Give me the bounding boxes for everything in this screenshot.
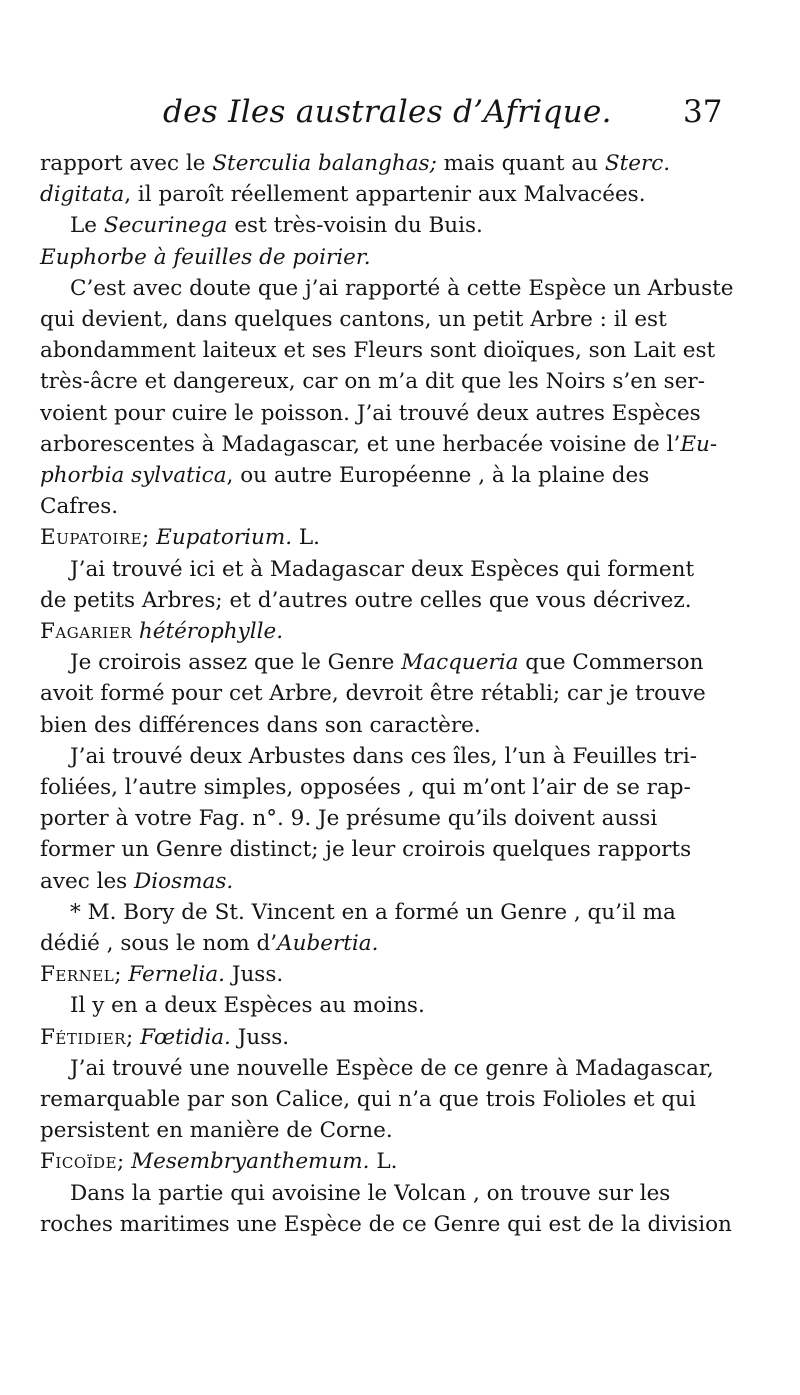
running-head: des Iles australes d’Afrique. — [163, 94, 612, 130]
text-line — [40, 866, 233, 897]
text-line: C’est avec doute que j’ai rapporté à cette Espèce un Arbuste — [70, 275, 734, 301]
text-line — [70, 210, 483, 241]
text-line: foliées, l’autre simples, opposées , qui m’ont l’air de se rap- — [40, 775, 691, 800]
text-line — [40, 179, 646, 210]
text-line — [40, 148, 670, 179]
author-abbrev: L. — [292, 525, 321, 551]
taxon-name: Securinega — [103, 213, 228, 239]
common-name: Fagarier — [40, 619, 133, 644]
text-line: persistent en manière de Corne. — [40, 1118, 393, 1144]
text-run: ; — [142, 525, 157, 551]
text-line: Dans la partie qui avoisine le Volcan , on trouve sur les — [70, 1180, 671, 1206]
entry-heading — [40, 1022, 289, 1053]
text-run: ; — [114, 962, 129, 988]
author-abbrev: Juss. — [230, 1024, 290, 1050]
common-name: Eupatoire — [40, 525, 143, 551]
text-run: ; — [117, 1149, 132, 1175]
text-line: former un Genre distinct; je leur croirois quelques rapports — [40, 837, 692, 863]
taxon-name: phorbia sylvatica — [40, 463, 227, 488]
entry-heading — [40, 616, 283, 647]
text-run: dédié , sous le nom d’ — [40, 931, 278, 956]
text-run: ; — [126, 1024, 141, 1050]
text-line: de petits Arbres; et d’autres outre celles que vous décrivez. — [40, 587, 692, 613]
text-run: , ou autre Européenne , à la plaine des — [226, 463, 650, 488]
text-line: bien des différences dans son caractère. — [40, 712, 481, 738]
text-run: arborescentes à Madagascar, et une herbacée voisine de l’ — [40, 431, 681, 457]
taxon-name: Eu- — [680, 431, 718, 457]
footnote-line: * M. Bory de St. Vincent en a formé un Genre , qu’il ma — [70, 899, 676, 925]
taxon-name: Sterc. — [604, 151, 671, 176]
text-line: voient pour cuire le poisson. J’ai trouvé deux autres Espèces — [40, 400, 701, 426]
text-run: que Commerson — [518, 650, 704, 676]
text-run — [132, 619, 139, 644]
text-line: Cafres. — [40, 494, 119, 520]
taxon-name: digitata — [40, 182, 125, 208]
text-run: Le — [70, 213, 104, 239]
text-run: mais quant au — [436, 151, 605, 176]
text-line — [40, 460, 649, 491]
entry-heading — [40, 959, 283, 990]
page-number: 37 — [683, 94, 723, 130]
footnote-line — [40, 928, 378, 959]
text-run: avec les — [40, 868, 135, 894]
taxon-name: Eupatorium. — [156, 525, 293, 551]
author-abbrev: L. — [369, 1149, 398, 1175]
text-line: abondamment laiteux et ses Fleurs sont dioïques, son Lait est — [40, 338, 716, 364]
text-line — [40, 429, 717, 460]
author-abbrev: Juss. — [225, 962, 284, 988]
text-line: roches maritimes une Espèce de ce Genre qui est de la division — [40, 1211, 732, 1237]
text-line: J’ai trouvé deux Arbustes dans ces îles, l’un à Feuilles tri- — [70, 743, 697, 769]
text-line: Il y en a deux Espèces au moins. — [70, 993, 425, 1019]
text-line: J’ai trouvé ici et à Madagascar deux Espèces qui forment — [70, 556, 695, 582]
taxon-name: Sterculia balanghas; — [212, 151, 437, 176]
taxon-name: Mesembryanthemum. — [131, 1149, 370, 1175]
entry-heading: Euphorbe à feuilles de poirier. — [40, 244, 371, 270]
text-line: J’ai trouvé une nouvelle Espèce de ce genre à Madagascar, — [70, 1055, 714, 1081]
taxon-name: Fernelia. — [128, 962, 225, 988]
taxon-name: Diosmas. — [134, 868, 234, 894]
common-name: Fétidier — [40, 1024, 126, 1050]
text-line — [70, 647, 703, 678]
entry-heading — [40, 1146, 397, 1177]
taxon-name: Fœtidia. — [140, 1024, 231, 1050]
text-line: avoit formé pour cet Arbre, devroit être rétabli; car je trouve — [40, 681, 706, 707]
common-name: Fernel — [40, 962, 115, 988]
taxon-name: Macqueria — [401, 650, 519, 676]
text-line: qui devient, dans quelques cantons, un petit Arbre : il est — [40, 307, 667, 332]
page-header — [0, 92, 800, 132]
entry-heading — [40, 522, 320, 553]
text-run: , il paroît réellement appartenir aux Malvacées. — [124, 182, 646, 208]
text-line: porter à votre Fag. n°. 9. Je présume qu’ils doivent aussi — [40, 806, 658, 832]
common-name: Ficoïde — [40, 1149, 118, 1175]
taxon-name: Aubertia. — [277, 931, 379, 956]
text-line: remarquable par son Calice, qui n’a que trois Folioles et qui — [40, 1087, 696, 1112]
text-line: très-âcre et dangereux, car on m’a dit que les Noirs s’en ser- — [40, 369, 705, 395]
text-run: est très-voisin du Buis. — [227, 213, 483, 239]
text-run: rapport avec le — [40, 151, 213, 176]
text-run: Je croirois assez que le Genre — [70, 650, 402, 676]
taxon-name: hétérophylle. — [138, 619, 284, 644]
